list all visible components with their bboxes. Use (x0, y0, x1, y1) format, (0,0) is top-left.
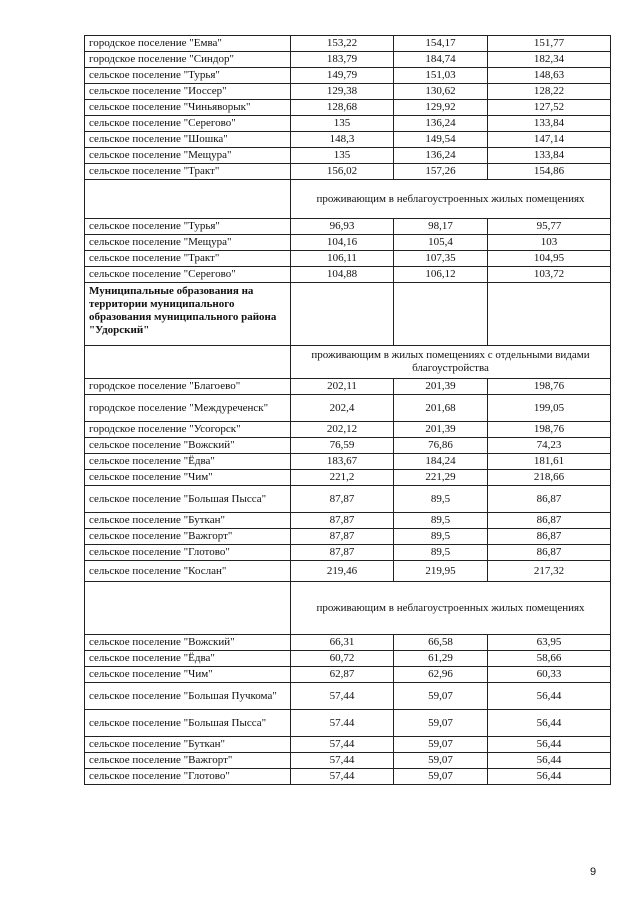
settlement-name-cell: сельское поселение "Тракт" (85, 251, 291, 267)
table-row (85, 395, 611, 422)
value-cell-2: 107,35 (394, 251, 488, 267)
value-cell-2: 62,96 (394, 667, 488, 683)
section-empty-cell (85, 180, 291, 219)
table-row (85, 422, 611, 438)
value-cell-2: 130,62 (394, 84, 488, 100)
value-cell-1: 202,12 (291, 422, 394, 438)
section-header-row (85, 346, 611, 379)
settlement-name-cell: сельское поселение "Турья" (85, 219, 291, 235)
value-cell-1: 87,87 (291, 513, 394, 529)
settlement-name-cell: сельское поселение "Ёдва" (85, 454, 291, 470)
table-row (85, 164, 611, 180)
value-cell-2: 219,95 (394, 561, 488, 582)
settlement-name-cell: сельское поселение "Важгорт" (85, 529, 291, 545)
value-cell-1: 60,72 (291, 651, 394, 667)
value-cell-1: 57,44 (291, 769, 394, 785)
value-cell-1: 183,79 (291, 52, 394, 68)
value-cell-1: 219,46 (291, 561, 394, 582)
settlement-name-cell: городское поселение "Благоево" (85, 379, 291, 395)
section-header-row (85, 180, 611, 219)
value-cell-1: 87,87 (291, 486, 394, 513)
value-cell-3: 86,87 (488, 513, 611, 529)
value-cell-1: 96,93 (291, 219, 394, 235)
table-row (85, 36, 611, 52)
value-cell-1: 57.44 (291, 710, 394, 737)
value-cell-3: 95,77 (488, 219, 611, 235)
section-empty-cell (85, 582, 291, 635)
table-row (85, 769, 611, 785)
settlement-name-cell: сельское поселение "Буткан" (85, 513, 291, 529)
settlement-name-cell: сельское поселение "Мещура" (85, 235, 291, 251)
value-cell-3: 56,44 (488, 753, 611, 769)
table-row (85, 52, 611, 68)
table-row (85, 251, 611, 267)
section-header-text: проживающим в неблагоустроенных жилых помещениях (291, 180, 611, 219)
value-cell-3: 86,87 (488, 545, 611, 561)
table-row (85, 219, 611, 235)
value-cell-3: 133,84 (488, 148, 611, 164)
value-cell-1: 221,2 (291, 470, 394, 486)
value-cell-2: 136,24 (394, 148, 488, 164)
value-cell-3: 133,84 (488, 116, 611, 132)
value-cell-1: 87,87 (291, 529, 394, 545)
page-number: 9 (590, 866, 597, 878)
table-row (85, 737, 611, 753)
settlement-name-cell: сельское поселение "Кослан" (85, 561, 291, 582)
table-row (85, 486, 611, 513)
table-row (85, 635, 611, 651)
settlement-name-cell: сельское поселение "Серегово" (85, 116, 291, 132)
settlement-name-cell: городское поселение "Усогорск" (85, 422, 291, 438)
value-cell-3: 151,77 (488, 36, 611, 52)
value-cell-2: 129,92 (394, 100, 488, 116)
table-row (85, 132, 611, 148)
value-cell-2: 89,5 (394, 529, 488, 545)
municipality-heading: Муниципальные образования на территории муниципального образования муниципального района "Удорский" (85, 283, 291, 346)
value-cell-2: 201,39 (394, 422, 488, 438)
value-cell-2: 154,17 (394, 36, 488, 52)
value-cell-2: 105,4 (394, 235, 488, 251)
empty-cell-3 (488, 283, 611, 346)
settlement-name-cell: городское поселение "Синдор" (85, 52, 291, 68)
value-cell-2: 201,39 (394, 379, 488, 395)
section-header-row (85, 582, 611, 635)
value-cell-2: 66,58 (394, 635, 488, 651)
settlement-name-cell: городское поселение "Междуреченск" (85, 395, 291, 422)
settlement-name-cell: сельское поселение "Тракт" (85, 164, 291, 180)
value-cell-2: 184,24 (394, 454, 488, 470)
municipality-heading-row (85, 283, 611, 346)
value-cell-2: 89,5 (394, 545, 488, 561)
settlement-name-cell: городское поселение "Емва" (85, 36, 291, 52)
section-empty-cell (85, 346, 291, 379)
settlement-name-cell: сельское поселение "Буткан" (85, 737, 291, 753)
settlement-name-cell: сельское поселение "Глотово" (85, 545, 291, 561)
table-row (85, 235, 611, 251)
value-cell-2: 59,07 (394, 683, 488, 710)
settlement-name-cell: сельское поселение "Шошка" (85, 132, 291, 148)
value-cell-1: 76,59 (291, 438, 394, 454)
value-cell-2: 89,5 (394, 486, 488, 513)
settlement-name-cell: сельское поселение "Вожский" (85, 635, 291, 651)
settlement-name-cell: сельское поселение "Турья" (85, 68, 291, 84)
value-cell-1: 57,44 (291, 683, 394, 710)
value-cell-2: 59,07 (394, 710, 488, 737)
tariff-table-body (85, 36, 611, 785)
value-cell-3: 198,76 (488, 422, 611, 438)
value-cell-3: 103,72 (488, 267, 611, 283)
value-cell-1: 135 (291, 116, 394, 132)
value-cell-2: 76,86 (394, 438, 488, 454)
value-cell-3: 56,44 (488, 710, 611, 737)
value-cell-1: 128,68 (291, 100, 394, 116)
settlement-name-cell: сельское поселение "Мещура" (85, 148, 291, 164)
table-row (85, 148, 611, 164)
settlement-name-cell: сельское поселение "Глотово" (85, 769, 291, 785)
empty-cell-2 (394, 283, 488, 346)
value-cell-1: 62,87 (291, 667, 394, 683)
settlement-name-cell: сельское поселение "Большая Пысса" (85, 486, 291, 513)
empty-cell-1 (291, 283, 394, 346)
value-cell-1: 104,88 (291, 267, 394, 283)
value-cell-1: 57,44 (291, 753, 394, 769)
settlement-name-cell: сельское поселение "Большая Пучкома" (85, 683, 291, 710)
value-cell-2: 59,07 (394, 769, 488, 785)
value-cell-3: 86,87 (488, 486, 611, 513)
value-cell-1: 57,44 (291, 737, 394, 753)
table-row (85, 116, 611, 132)
value-cell-2: 221,29 (394, 470, 488, 486)
value-cell-1: 129,38 (291, 84, 394, 100)
settlement-name-cell: сельское поселение "Важгорт" (85, 753, 291, 769)
table-row (85, 454, 611, 470)
settlement-name-cell: сельское поселение "Вожский" (85, 438, 291, 454)
value-cell-1: 153,22 (291, 36, 394, 52)
table-row (85, 513, 611, 529)
value-cell-2: 98,17 (394, 219, 488, 235)
value-cell-2: 61,29 (394, 651, 488, 667)
value-cell-3: 63,95 (488, 635, 611, 651)
table-row (85, 267, 611, 283)
value-cell-3: 198,76 (488, 379, 611, 395)
table-row (85, 100, 611, 116)
value-cell-2: 149,54 (394, 132, 488, 148)
value-cell-1: 202,4 (291, 395, 394, 422)
table-row (85, 438, 611, 454)
value-cell-3: 182,34 (488, 52, 611, 68)
value-cell-1: 202,11 (291, 379, 394, 395)
table-row (85, 84, 611, 100)
table-row (85, 545, 611, 561)
table-row (85, 683, 611, 710)
value-cell-3: 56,44 (488, 769, 611, 785)
settlement-name-cell: сельское поселение "Серегово" (85, 267, 291, 283)
value-cell-3: 154,86 (488, 164, 611, 180)
value-cell-2: 89,5 (394, 513, 488, 529)
table-row (85, 68, 611, 84)
value-cell-1: 135 (291, 148, 394, 164)
value-cell-2: 151,03 (394, 68, 488, 84)
value-cell-2: 184,74 (394, 52, 488, 68)
tariff-table (84, 35, 611, 785)
value-cell-1: 183,67 (291, 454, 394, 470)
value-cell-3: 104,95 (488, 251, 611, 267)
value-cell-1: 66,31 (291, 635, 394, 651)
value-cell-2: 201,68 (394, 395, 488, 422)
value-cell-3: 218,66 (488, 470, 611, 486)
table-row (85, 529, 611, 545)
value-cell-3: 217,32 (488, 561, 611, 582)
value-cell-3: 103 (488, 235, 611, 251)
table-row (85, 470, 611, 486)
settlement-name-cell: сельское поселение "Чим" (85, 667, 291, 683)
value-cell-3: 127,52 (488, 100, 611, 116)
value-cell-3: 56,44 (488, 737, 611, 753)
value-cell-3: 56,44 (488, 683, 611, 710)
value-cell-1: 156,02 (291, 164, 394, 180)
table-row (85, 710, 611, 737)
value-cell-3: 58,66 (488, 651, 611, 667)
table-row (85, 651, 611, 667)
section-header-text: проживающим в жилых помещениях с отдельными видами благоустройства (291, 346, 611, 379)
value-cell-2: 59,07 (394, 737, 488, 753)
value-cell-3: 60,33 (488, 667, 611, 683)
value-cell-2: 106,12 (394, 267, 488, 283)
value-cell-2: 59,07 (394, 753, 488, 769)
value-cell-3: 147,14 (488, 132, 611, 148)
value-cell-3: 86,87 (488, 529, 611, 545)
section-header-text: проживающим в неблагоустроенных жилых помещениях (291, 582, 611, 635)
table-row (85, 379, 611, 395)
value-cell-3: 181,61 (488, 454, 611, 470)
value-cell-1: 148,3 (291, 132, 394, 148)
table-row (85, 561, 611, 582)
value-cell-3: 148,63 (488, 68, 611, 84)
settlement-name-cell: сельское поселение "Большая Пысса" (85, 710, 291, 737)
value-cell-1: 106,11 (291, 251, 394, 267)
settlement-name-cell: сельское поселение "Чим" (85, 470, 291, 486)
value-cell-2: 157,26 (394, 164, 488, 180)
value-cell-3: 199,05 (488, 395, 611, 422)
value-cell-3: 128,22 (488, 84, 611, 100)
value-cell-1: 149,79 (291, 68, 394, 84)
settlement-name-cell: сельское поселение "Ёдва" (85, 651, 291, 667)
value-cell-1: 87,87 (291, 545, 394, 561)
settlement-name-cell: сельское поселение "Иоссер" (85, 84, 291, 100)
value-cell-1: 104,16 (291, 235, 394, 251)
value-cell-3: 74,23 (488, 438, 611, 454)
table-row (85, 753, 611, 769)
settlement-name-cell: сельское поселение "Чиньяворык" (85, 100, 291, 116)
value-cell-2: 136,24 (394, 116, 488, 132)
table-row (85, 667, 611, 683)
